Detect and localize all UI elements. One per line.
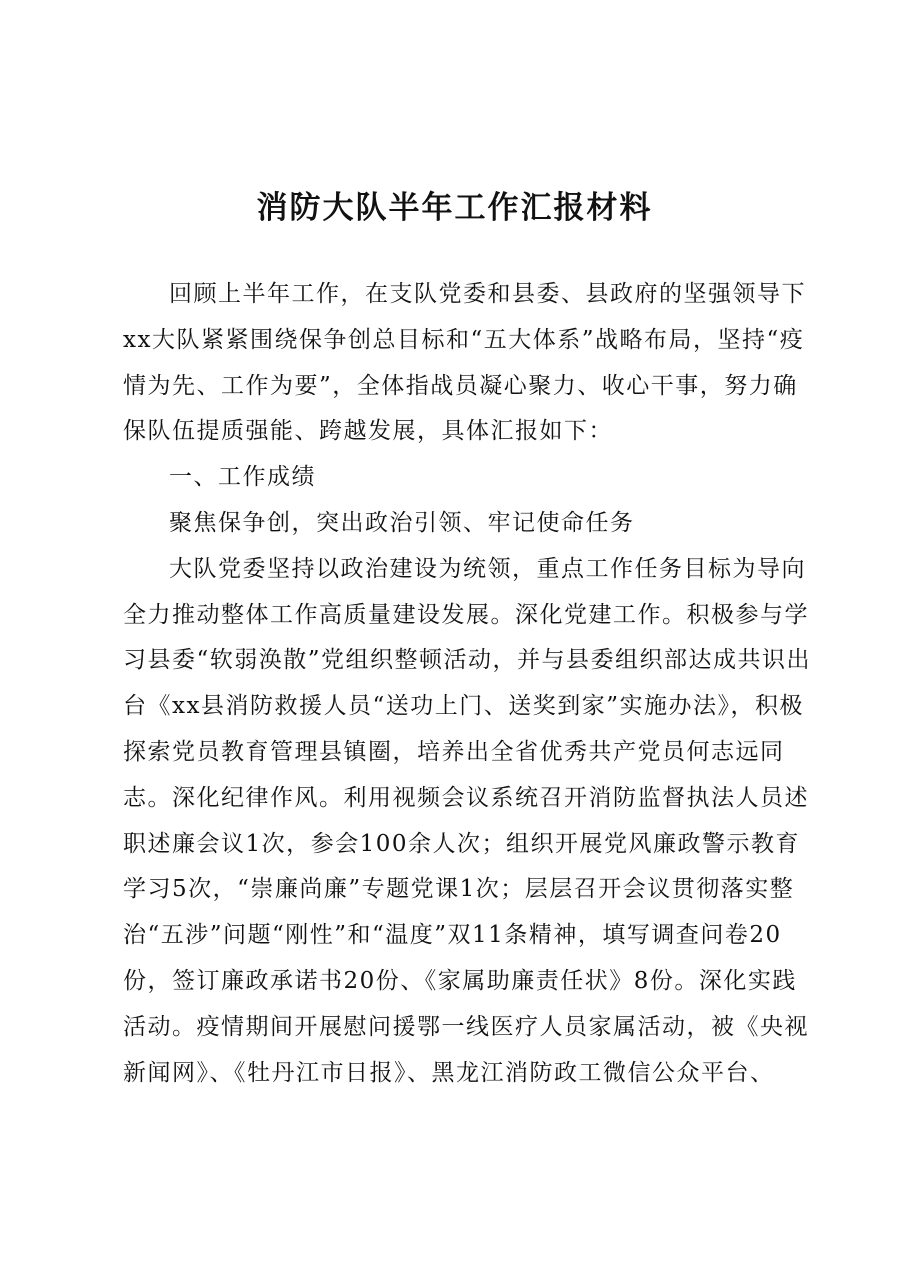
document-title: 消防大队半年工作汇报材料 <box>256 190 653 226</box>
intro-paragraph: 回顾上半年工作，在支队党委和县委、县政府的坚强领导下xx大队紧紧围绕保争创总目标和“五大体系”战略布局，坚持“疫情为先、工作为要”，全体指战员凝心聚力、收心干事，努力确保队伍提质强能、跨越发展，具体汇报如下： <box>123 281 806 445</box>
section-heading: 一、工作成绩 <box>169 464 316 491</box>
document-body <box>123 272 819 1096</box>
body-paragraph: 大队党委坚持以政治建设为统领，重点工作任务目标为导向全力推动整体工作高质量建设发展。深化党建工作。积极参与学习县委“软弱涣散”党组织整顿活动，并与县委组织部达成共识出台《xx县消防救援人员“送功上门、送奖到家”实施办法》，积极探索党员教育管理县镇圈，培养出全省优秀共产党员何志远同志。深化纪律作风。利用视频会议系统召开消防监督执法人员述职述廉会议1次，参会100余人次；组织开展党风廉政警示教育学习5次，“崇廉尚廉”专题党课1次；层层召开会议贯彻落实整治“五涉”问题“刚性”和“温度”双11条精神，填写调查问卷20份，签订廉政承诺书20份、《家属助廉责任状》8份。深化实践活动。疫情期间开展慰问援鄂一线医疗人员家属活动，被《央视新闻网》、《牡丹江市日报》、黑龙江消防政工微信公众平台、 <box>123 555 812 1086</box>
subsection-heading: 聚焦保争创，突出政治引领、牢记使命任务 <box>169 509 635 536</box>
